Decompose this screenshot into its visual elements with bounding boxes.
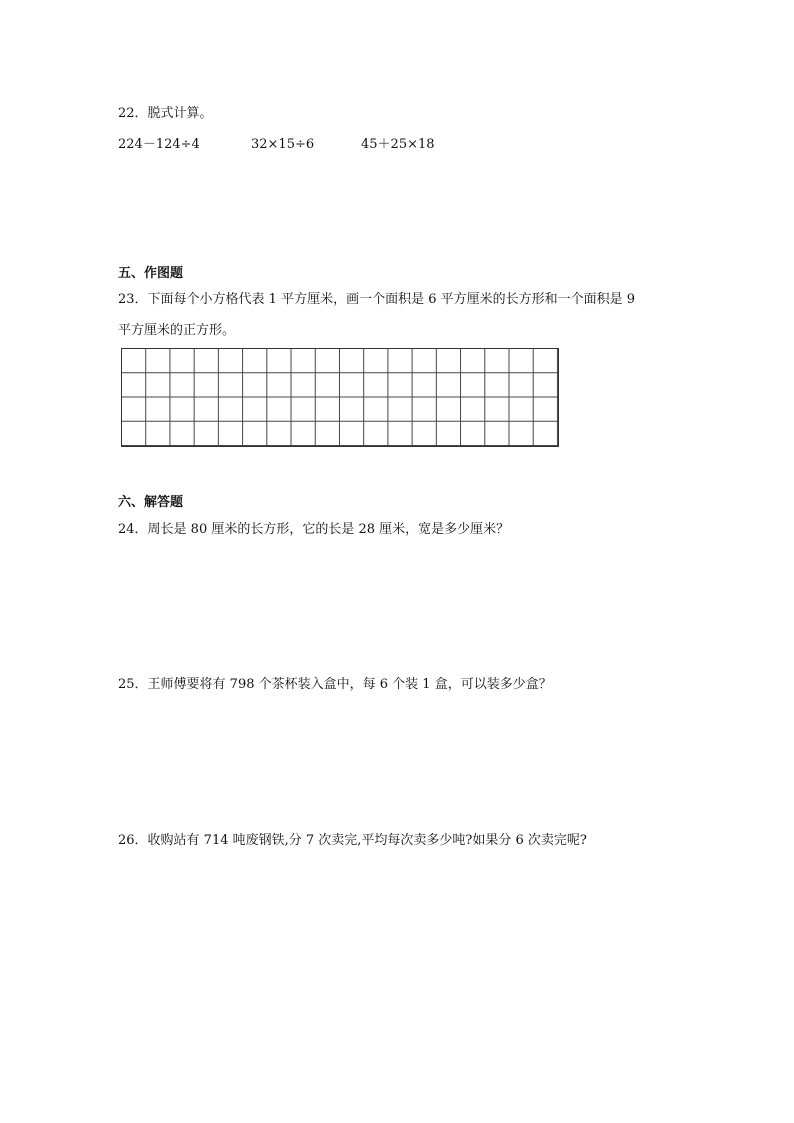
expression-3: 45＋25×18 (361, 137, 435, 152)
expression-2: 32×15÷6 (251, 137, 315, 152)
square-grid (121, 348, 559, 447)
question-24: 24．周长是 80 厘米的长方形，它的长是 28 厘米，宽是多少厘米？ (118, 522, 510, 537)
expression-1: 224－124÷4 (118, 137, 200, 152)
question-25: 25．王师傅要将有 798 个茶杯装入盒中，每 6 个装 1 盒，可以装多少盒？ (118, 677, 552, 692)
section-5-heading: 五、作图题 (118, 266, 184, 281)
question-23-line-1: 23．下面每个小方格代表 1 平方厘米，画一个面积是 6 平方厘米的长方形和一个面积是 9 (118, 292, 636, 307)
question-26: 26．收购站有 714 吨废钢铁,分 7 次卖完,平均每次卖多少吨?如果分 6 次卖完呢? (118, 833, 587, 848)
question-23-line-2: 平方厘米的正方形。 (118, 323, 236, 338)
section-6-heading: 六、解答题 (118, 495, 184, 510)
question-22-title: 22．脱式计算。 (118, 106, 213, 121)
